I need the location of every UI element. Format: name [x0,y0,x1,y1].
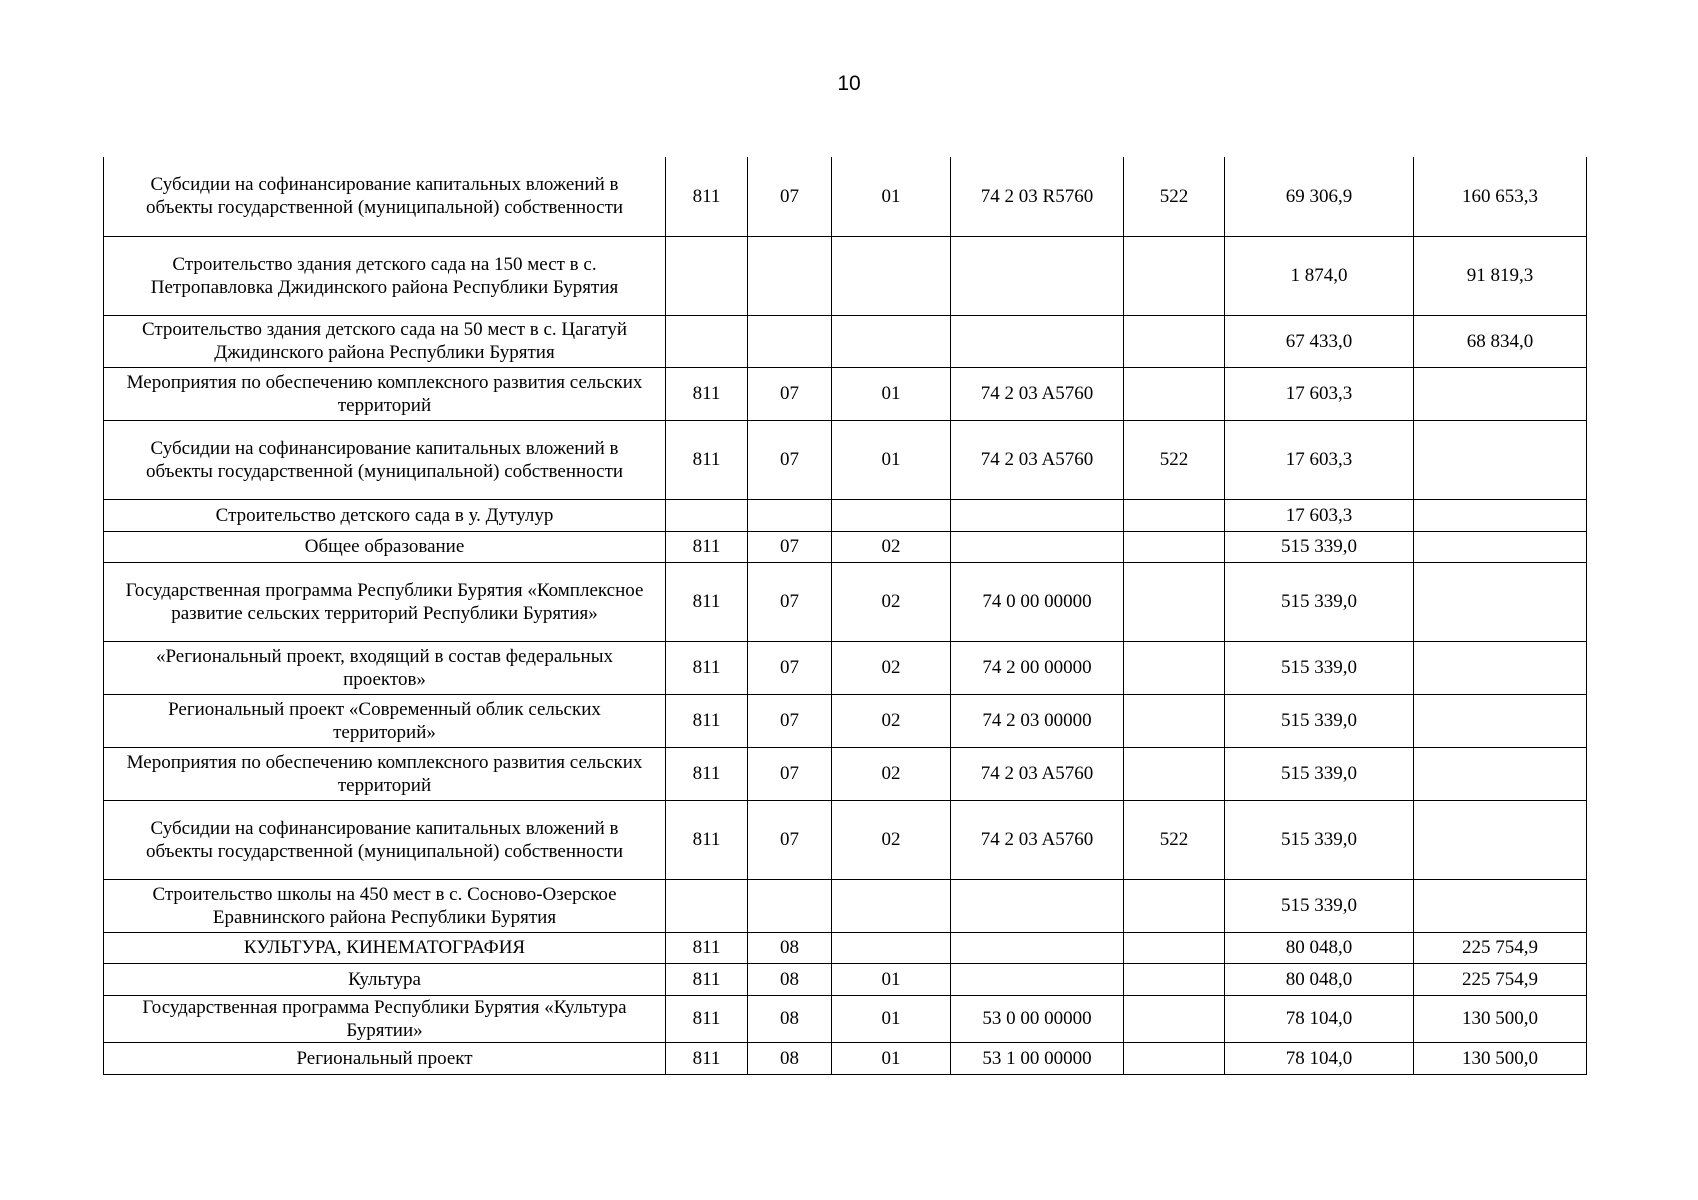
row-section-code-cell: 07 [748,641,832,694]
row-section-code-cell: 07 [748,157,832,236]
row-subsection-code-cell: 02 [832,641,951,694]
row-section-code-cell: 08 [748,963,832,995]
row-subsection-code-cell: 02 [832,747,951,800]
table-row [104,531,1587,562]
row-amount-year1-cell: 515 339,0 [1225,747,1414,800]
row-ministry-code-cell: 811 [666,963,748,995]
row-subsection-code-cell: 01 [832,157,951,236]
row-amount-year1-cell: 17 603,3 [1225,499,1414,531]
table-row [104,641,1587,694]
row-amount-year2-cell: 225 754,9 [1414,963,1587,995]
row-target-article-cell [951,315,1124,367]
row-subsection-code-cell: 01 [832,367,951,420]
row-amount-year2-cell: 91 819,3 [1414,236,1587,315]
row-amount-year2-cell [1414,531,1587,562]
budget-table [103,157,1587,1075]
row-amount-year1-cell: 17 603,3 [1225,367,1414,420]
row-amount-year2-cell: 68 834,0 [1414,315,1587,367]
row-subsection-code-cell [832,499,951,531]
row-amount-year1-cell: 80 048,0 [1225,963,1414,995]
row-ministry-code-cell [666,236,748,315]
row-expense-type-cell [1124,747,1225,800]
row-amount-year1-cell: 515 339,0 [1225,641,1414,694]
table-row [104,800,1587,879]
row-target-article-cell [951,499,1124,531]
row-target-article-cell [951,963,1124,995]
row-name-cell: КУЛЬТУРА, КИНЕМАТОГРАФИЯ [104,932,666,963]
row-amount-year2-cell [1414,694,1587,747]
row-expense-type-cell [1124,531,1225,562]
row-name-cell: Строительство детского сада в у. Дутулур [104,499,666,531]
row-target-article-cell: 53 1 00 00000 [951,1042,1124,1074]
row-ministry-code-cell: 811 [666,694,748,747]
row-expense-type-cell [1124,963,1225,995]
table-row [104,1042,1587,1074]
row-target-article-cell: 74 2 03 R5760 [951,157,1124,236]
row-amount-year2-cell [1414,499,1587,531]
row-section-code-cell [748,879,832,932]
row-expense-type-cell [1124,562,1225,641]
row-amount-year2-cell [1414,879,1587,932]
row-target-article-cell: 74 2 03 A5760 [951,747,1124,800]
row-target-article-cell: 74 2 03 A5760 [951,367,1124,420]
table-row [104,499,1587,531]
row-target-article-cell: 74 2 03 00000 [951,694,1124,747]
row-expense-type-cell [1124,641,1225,694]
row-target-article-cell: 74 2 03 A5760 [951,800,1124,879]
row-section-code-cell: 07 [748,747,832,800]
row-subsection-code-cell: 01 [832,420,951,499]
row-expense-type-cell [1124,236,1225,315]
table-row [104,747,1587,800]
row-amount-year1-cell: 80 048,0 [1225,932,1414,963]
row-amount-year2-cell: 130 500,0 [1414,1042,1587,1074]
row-target-article-cell [951,236,1124,315]
row-name-cell: Региональный проект «Современный облик сельских территорий» [104,694,666,747]
row-section-code-cell: 07 [748,800,832,879]
row-expense-type-cell [1124,315,1225,367]
row-amount-year2-cell: 130 500,0 [1414,995,1587,1042]
row-target-article-cell: 74 2 03 A5760 [951,420,1124,499]
table-row [104,367,1587,420]
row-expense-type-cell: 522 [1124,420,1225,499]
row-name-cell: Государственная программа Республики Бурятия «Культура Бурятии» [104,995,666,1042]
table-row [104,879,1587,932]
row-target-article-cell [951,932,1124,963]
row-name-cell: Мероприятия по обеспечению комплексного развития сельских территорий [104,747,666,800]
row-name-cell: Строительство школы на 450 мест в с. Сосново-Озерское Еравнинского района Республики Бурятия [104,879,666,932]
row-section-code-cell: 07 [748,694,832,747]
row-name-cell: Мероприятия по обеспечению комплексного развития сельских территорий [104,367,666,420]
row-ministry-code-cell: 811 [666,932,748,963]
row-amount-year1-cell: 515 339,0 [1225,879,1414,932]
table-row [104,694,1587,747]
row-name-cell: Общее образование [104,531,666,562]
row-amount-year2-cell [1414,420,1587,499]
row-expense-type-cell: 522 [1124,157,1225,236]
row-subsection-code-cell: 02 [832,562,951,641]
row-expense-type-cell [1124,932,1225,963]
row-section-code-cell [748,499,832,531]
table-row [104,420,1587,499]
row-ministry-code-cell: 811 [666,641,748,694]
row-target-article-cell: 74 0 00 00000 [951,562,1124,641]
row-amount-year1-cell: 17 603,3 [1225,420,1414,499]
row-subsection-code-cell: 01 [832,1042,951,1074]
row-expense-type-cell [1124,1042,1225,1074]
row-ministry-code-cell: 811 [666,747,748,800]
row-ministry-code-cell: 811 [666,995,748,1042]
row-target-article-cell: 74 2 00 00000 [951,641,1124,694]
row-ministry-code-cell: 811 [666,800,748,879]
table-row [104,315,1587,367]
row-name-cell: Строительство здания детского сада на 50 мест в с. Цагатуй Джидинского района Республики Бурятия [104,315,666,367]
row-subsection-code-cell [832,879,951,932]
row-expense-type-cell [1124,499,1225,531]
row-name-cell: Региональный проект [104,1042,666,1074]
table-row [104,932,1587,963]
row-amount-year1-cell: 515 339,0 [1225,562,1414,641]
budget-table-body [104,157,1587,1074]
row-amount-year1-cell: 515 339,0 [1225,531,1414,562]
row-name-cell: Субсидии на софинансирование капитальных вложений в объекты государственной (муниципальной) собственности [104,157,666,236]
row-ministry-code-cell: 811 [666,562,748,641]
table-row [104,236,1587,315]
row-expense-type-cell: 522 [1124,800,1225,879]
row-subsection-code-cell: 02 [832,800,951,879]
row-subsection-code-cell: 02 [832,694,951,747]
row-expense-type-cell [1124,879,1225,932]
row-section-code-cell [748,236,832,315]
row-section-code-cell: 08 [748,995,832,1042]
row-amount-year2-cell [1414,641,1587,694]
row-section-code-cell: 07 [748,562,832,641]
row-section-code-cell [748,315,832,367]
row-name-cell: Субсидии на софинансирование капитальных вложений в объекты государственной (муниципальной) собственности [104,800,666,879]
row-section-code-cell: 08 [748,1042,832,1074]
row-subsection-code-cell: 01 [832,995,951,1042]
row-name-cell: Строительство здания детского сада на 150 мест в с. Петропавловка Джидинского района Республики Бурятия [104,236,666,315]
row-amount-year1-cell: 69 306,9 [1225,157,1414,236]
row-amount-year1-cell: 515 339,0 [1225,800,1414,879]
row-amount-year1-cell: 515 339,0 [1225,694,1414,747]
row-subsection-code-cell [832,932,951,963]
row-amount-year2-cell [1414,367,1587,420]
row-amount-year2-cell: 160 653,3 [1414,157,1587,236]
row-amount-year1-cell: 67 433,0 [1225,315,1414,367]
table-row [104,963,1587,995]
row-section-code-cell: 07 [748,531,832,562]
page-number: 10 [837,72,861,95]
row-subsection-code-cell [832,315,951,367]
row-ministry-code-cell: 811 [666,531,748,562]
table-row [104,157,1587,236]
row-ministry-code-cell [666,499,748,531]
row-expense-type-cell [1124,367,1225,420]
row-ministry-code-cell [666,315,748,367]
row-amount-year1-cell: 1 874,0 [1225,236,1414,315]
row-section-code-cell: 08 [748,932,832,963]
table-row [104,995,1587,1042]
row-ministry-code-cell: 811 [666,420,748,499]
row-section-code-cell: 07 [748,367,832,420]
row-name-cell: Культура [104,963,666,995]
row-expense-type-cell [1124,694,1225,747]
row-ministry-code-cell: 811 [666,157,748,236]
row-ministry-code-cell [666,879,748,932]
row-amount-year1-cell: 78 104,0 [1225,1042,1414,1074]
row-target-article-cell [951,531,1124,562]
row-section-code-cell: 07 [748,420,832,499]
row-amount-year1-cell: 78 104,0 [1225,995,1414,1042]
row-amount-year2-cell [1414,800,1587,879]
row-target-article-cell: 53 0 00 00000 [951,995,1124,1042]
row-name-cell: Субсидии на софинансирование капитальных вложений в объекты государственной (муниципальной) собственности [104,420,666,499]
row-amount-year2-cell [1414,562,1587,641]
row-name-cell: «Региональный проект, входящий в состав федеральных проектов» [104,641,666,694]
row-target-article-cell [951,879,1124,932]
table-row [104,562,1587,641]
row-subsection-code-cell: 02 [832,531,951,562]
row-amount-year2-cell [1414,747,1587,800]
row-amount-year2-cell: 225 754,9 [1414,932,1587,963]
row-ministry-code-cell: 811 [666,367,748,420]
row-ministry-code-cell: 811 [666,1042,748,1074]
row-subsection-code-cell [832,236,951,315]
row-subsection-code-cell: 01 [832,963,951,995]
row-name-cell: Государственная программа Республики Бурятия «Комплексное развитие сельских территорий Республики Бурятия» [104,562,666,641]
row-expense-type-cell [1124,995,1225,1042]
